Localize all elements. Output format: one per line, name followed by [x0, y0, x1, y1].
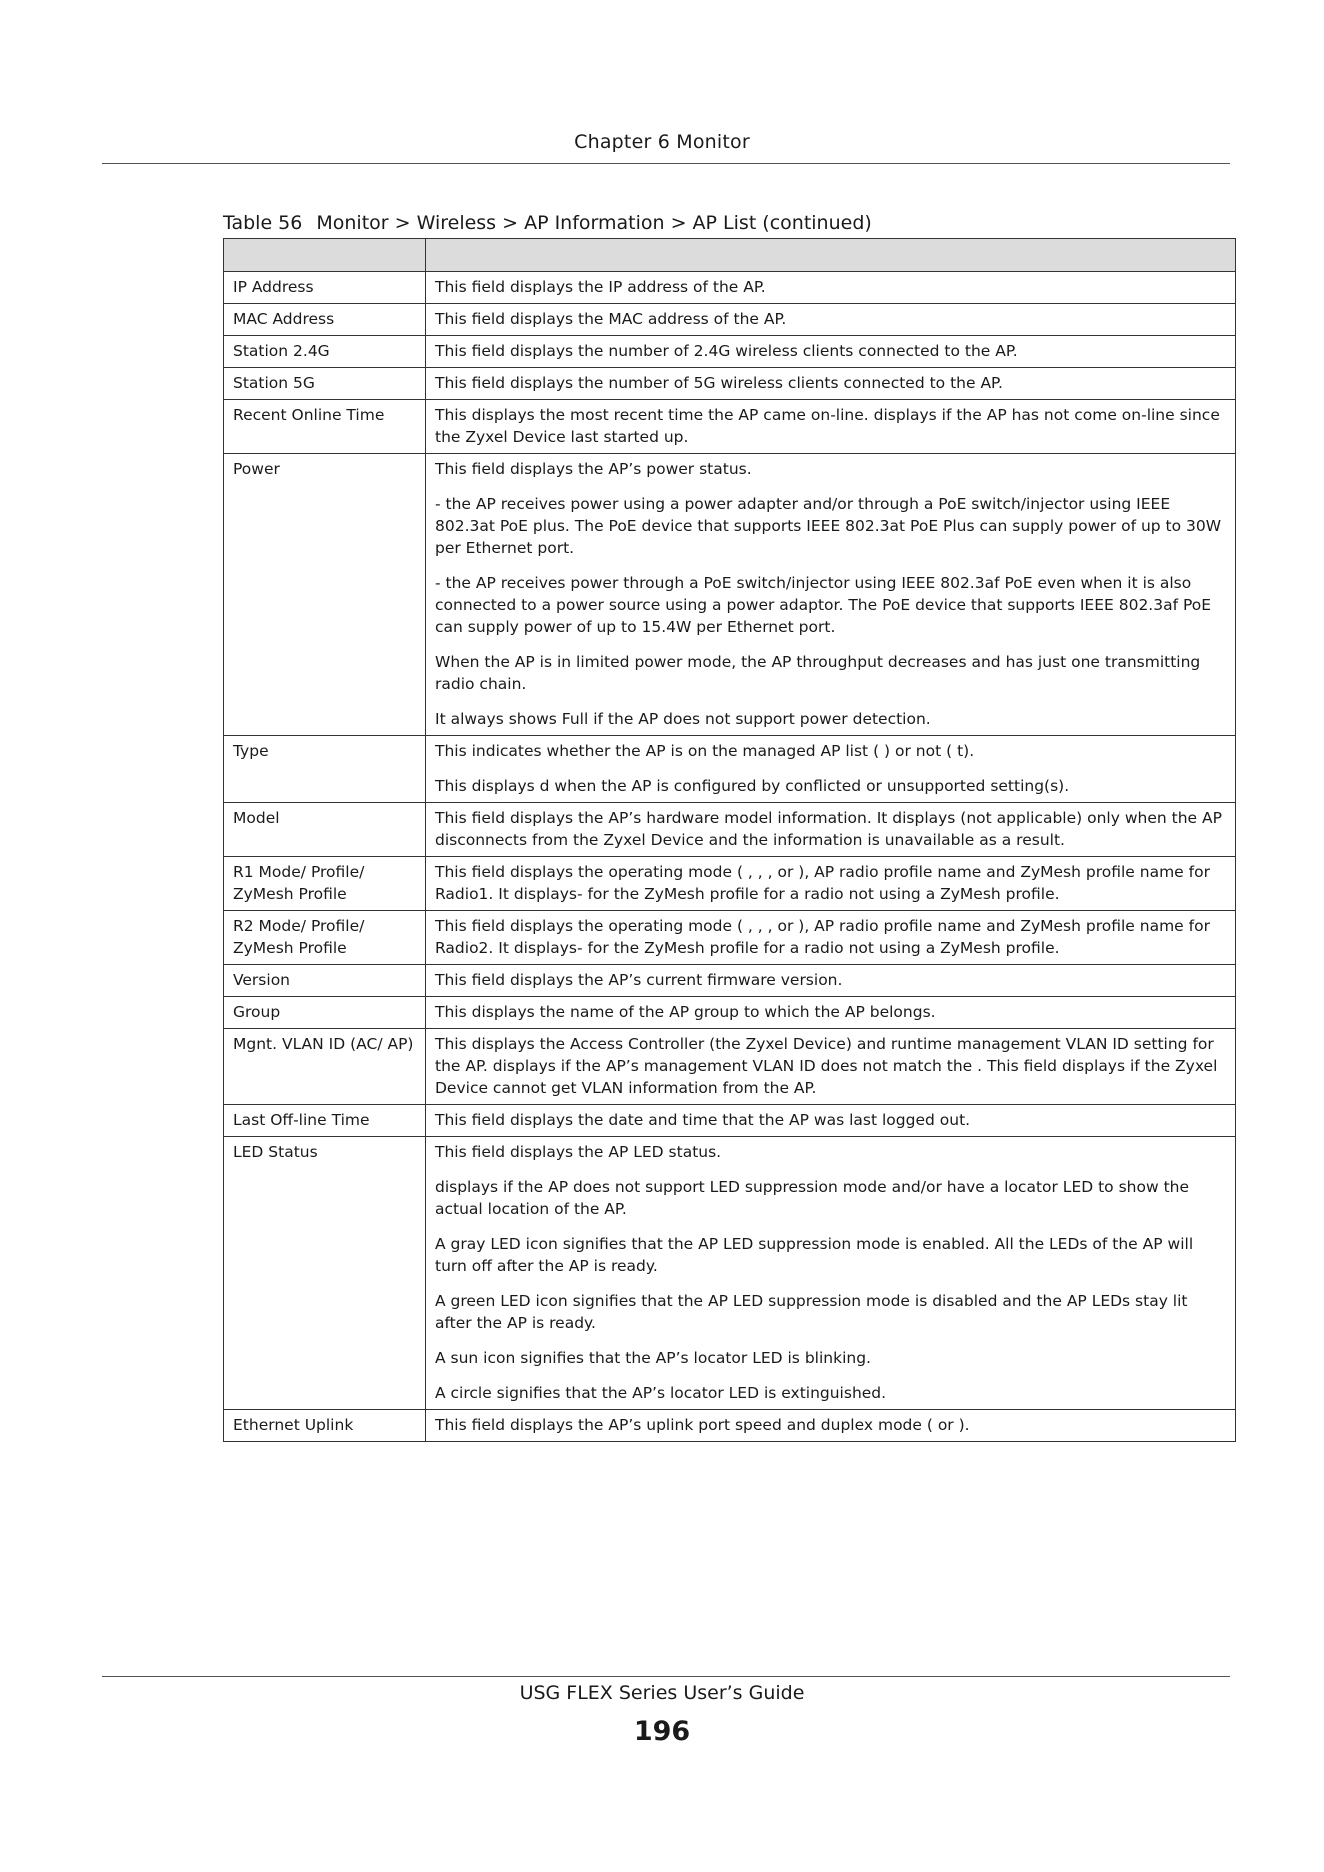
table-row: [224, 336, 1236, 368]
table-row: [224, 911, 1236, 965]
table-row: [224, 368, 1236, 400]
table-row: [224, 1105, 1236, 1137]
field-description: [426, 400, 1236, 454]
table-row: [224, 997, 1236, 1029]
table-header-row: [224, 239, 1236, 272]
table-row: [224, 736, 1236, 803]
field-label: Ethernet Uplink: [224, 1410, 426, 1442]
table-caption-number: Table 56: [223, 212, 303, 234]
description-paragraph: This field displays the number of 2.4G wireless clients connected to the AP.: [435, 342, 1018, 360]
description-paragraph: This displays the name of the AP group to which the AP belongs.: [435, 1003, 936, 1021]
field-description: [426, 857, 1236, 911]
field-description: [426, 454, 1236, 736]
description-paragraph: - the AP receives power through a PoE switch/injector using IEEE 802.3af PoE even when it is also connected to a power source using a power adaptor. The PoE device that supports IEEE 802.3af PoE can supply power of up to 15.4W per Ethernet port.: [435, 574, 1212, 636]
field-label: Station 5G: [224, 368, 426, 400]
description-paragraph: A green LED icon signifies that the AP LED suppression mode is disabled and the AP LEDs stay lit after the AP is ready.: [435, 1292, 1188, 1332]
table-caption: [223, 212, 872, 234]
table-row: [224, 400, 1236, 454]
description-paragraph: This field displays the AP’s power status.: [435, 460, 752, 478]
description-paragraph: This displays the most recent time the AP came on-line. displays if the AP has not come on-line since the Zyxel Device last started up.: [435, 406, 1220, 446]
description-paragraph: This field displays the AP’s uplink port speed and duplex mode ( or ).: [435, 1416, 970, 1434]
description-paragraph: When the AP is in limited power mode, the AP throughput decreases and has just one transmitting radio chain.: [435, 653, 1201, 693]
field-label: R1 Mode/ Profile/ ZyMesh Profile: [224, 857, 426, 911]
description-paragraph: This field displays the date and time that the AP was last logged out.: [435, 1111, 971, 1129]
description-paragraph: It always shows Full if the AP does not support power detection.: [435, 710, 931, 728]
field-description: [426, 272, 1236, 304]
field-label: LED Status: [224, 1137, 426, 1410]
page-header-title: Chapter 6 Monitor: [574, 131, 750, 153]
field-label: R2 Mode/ Profile/ ZyMesh Profile: [224, 911, 426, 965]
description-paragraph: This field displays the MAC address of the AP.: [435, 310, 787, 328]
footer-rule: [102, 1676, 1230, 1677]
field-label: Recent Online Time: [224, 400, 426, 454]
description-paragraph: This indicates whether the AP is on the managed AP list ( ) or not ( t).: [435, 742, 975, 760]
description-paragraph: This field displays the operating mode ( , , , or ), AP radio profile name and ZyMesh profile name for Radio1. It displays- for the ZyMesh profile for a radio not using a ZyMesh profile.: [435, 863, 1210, 903]
description-paragraph: displays if the AP does not support LED suppression mode and/or have a locator LED to show the actual location of the AP.: [435, 1178, 1190, 1218]
table-row: [224, 803, 1236, 857]
field-description: [426, 803, 1236, 857]
field-description: [426, 1410, 1236, 1442]
field-description: [426, 368, 1236, 400]
description-paragraph: This displays d when the AP is configured by conflicted or unsupported setting(s).: [435, 777, 1070, 795]
field-label: Type: [224, 736, 426, 803]
table-row: [224, 454, 1236, 736]
table-row: [224, 304, 1236, 336]
field-label: Power: [224, 454, 426, 736]
description-paragraph: This displays the Access Controller (the Zyxel Device) and runtime management VLAN ID setting for the AP. displays if the AP’s management VLAN ID does not match the . This field displays if the Zyxel Device cannot get VLAN information from the AP.: [435, 1035, 1218, 1097]
field-description: [426, 1105, 1236, 1137]
description-paragraph: This field displays the AP’s hardware model information. It displays (not applicable) only when the AP disconnects from the Zyxel Device and the information is unavailable as a result.: [435, 809, 1222, 849]
field-label: Station 2.4G: [224, 336, 426, 368]
ap-list-table: [223, 238, 1236, 1442]
field-label: Mgnt. VLAN ID (AC/ AP): [224, 1029, 426, 1105]
field-description: [426, 304, 1236, 336]
page-number: 196: [633, 1716, 691, 1747]
field-description: [426, 336, 1236, 368]
field-label: IP Address: [224, 272, 426, 304]
footer-guide-title: USG FLEX Series User’s Guide: [519, 1682, 805, 1704]
field-label: Group: [224, 997, 426, 1029]
description-paragraph: This field displays the number of 5G wireless clients connected to the AP.: [435, 374, 1003, 392]
description-paragraph: A sun icon signifies that the AP’s locator LED is blinking.: [435, 1349, 871, 1367]
table-row: [224, 1137, 1236, 1410]
field-label: MAC Address: [224, 304, 426, 336]
field-label: Model: [224, 803, 426, 857]
table-header-description: [426, 239, 1236, 272]
header-rule: [102, 163, 1230, 164]
field-description: [426, 736, 1236, 803]
table-caption-text: Monitor > Wireless > AP Information > AP List (continued): [316, 212, 872, 234]
description-paragraph: A circle signifies that the AP’s locator LED is extinguished.: [435, 1384, 887, 1402]
table-row: [224, 965, 1236, 997]
field-description: [426, 1137, 1236, 1410]
description-paragraph: A gray LED icon signifies that the AP LED suppression mode is enabled. All the LEDs of the AP will turn off after the AP is ready.: [435, 1235, 1194, 1275]
description-paragraph: This field displays the AP’s current firmware version.: [435, 971, 843, 989]
description-paragraph: This field displays the AP LED status.: [435, 1143, 722, 1161]
description-paragraph: This field displays the IP address of the AP.: [435, 278, 766, 296]
field-label: Last Off-line Time: [224, 1105, 426, 1137]
table-row: [224, 857, 1236, 911]
field-label: Version: [224, 965, 426, 997]
description-paragraph: This field displays the operating mode ( , , , or ), AP radio profile name and ZyMesh profile name for Radio2. It displays- for the ZyMesh profile for a radio not using a ZyMesh profile.: [435, 917, 1210, 957]
field-description: [426, 997, 1236, 1029]
field-description: [426, 911, 1236, 965]
field-description: [426, 1029, 1236, 1105]
table-row: [224, 272, 1236, 304]
table-header-label: [224, 239, 426, 272]
description-paragraph: - the AP receives power using a power adapter and/or through a PoE switch/injector using IEEE 802.3at PoE plus. The PoE device that supports IEEE 802.3at PoE Plus can supply power of up to 30W per Ethernet port.: [435, 495, 1222, 557]
table-row: [224, 1029, 1236, 1105]
table-body: [224, 272, 1236, 1442]
table-row: [224, 1410, 1236, 1442]
field-description: [426, 965, 1236, 997]
